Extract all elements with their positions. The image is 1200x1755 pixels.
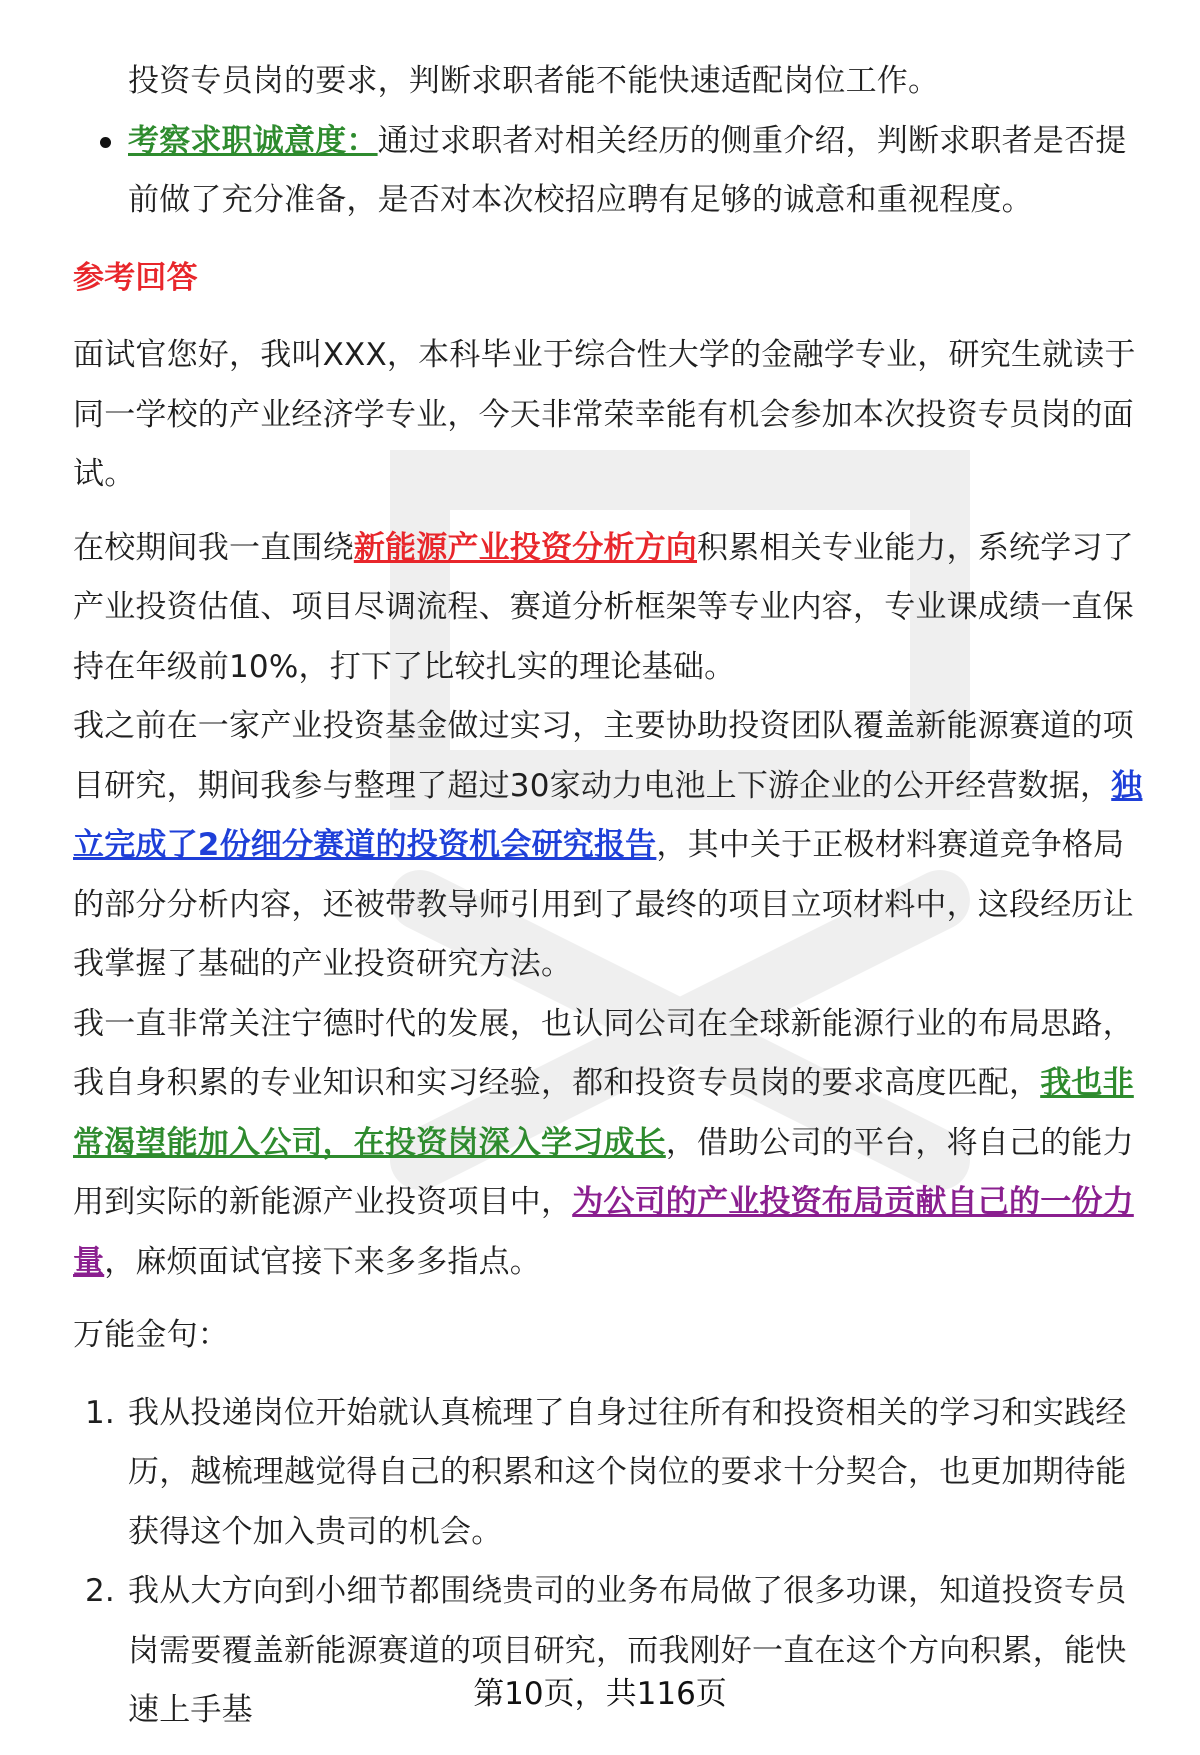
- list-item: [73, 1384, 1147, 1563]
- p2-highlight: 新能源产业投资分析方向: [353, 529, 698, 566]
- bullet-dot-icon: [100, 137, 111, 148]
- section-title: 参考回答: [73, 259, 198, 296]
- golden-sentences-title: 万能金句：: [73, 1317, 229, 1353]
- list-item: [73, 112, 1147, 231]
- page-footer: 第10页，共116页: [473, 1676, 727, 1712]
- list-item-text: 我从大方向到小细节都围绕贵司的业务布局做了很多功课，知道投资专员岗需要覆盖新能源赛道的项目研究，而我刚好一直在这个方向积累，能快速上手基: [128, 1573, 1127, 1728]
- answer-paragraph-1: 面试官您好，我叫XXX，本科毕业于综合性大学的金融学专业，研究生就读于同一学校的产业经济学专业，今天非常荣幸能有机会参加本次投资专员岗的面试。: [73, 337, 1136, 492]
- document-body: [73, 52, 1147, 1741]
- p4-text-after: ，麻烦面试官接下来多多指点。: [104, 1243, 542, 1280]
- p3-text-before: 我之前在一家产业投资基金做过实习，主要协助投资团队覆盖新能源赛道的项目研究，期间我参与整理了超过30家动力电池上下游企业的公开经营数据，: [73, 708, 1134, 804]
- bullet-text: 通过求职者对相关经历的侧重介绍，判断求职者是否提前做了充分准备，是否对本次校招应聘有足够的诚意和重视程度。: [128, 122, 1127, 218]
- list-number: 1.: [85, 1394, 115, 1431]
- answer-paragraph-3: [73, 697, 1147, 995]
- p2-text-after: 积累相关专业能力，系统学习了产业投资估值、项目尽调流程、赛道分析框架等专业内容，专业课成绩一直保持在年级前10%，打下了比较扎实的理论基础。: [73, 529, 1134, 685]
- list-item: [73, 1562, 1147, 1741]
- intro-continuation: 投资专员岗的要求，判断求职者能不能快速适配岗位工作。: [128, 63, 940, 99]
- p4-highlight-2: 为公司的产业投资布局贡献自己的一份力量: [73, 1184, 1134, 1280]
- bullet-label: 考察求职诚意度：: [128, 122, 378, 159]
- list-number: 2.: [85, 1573, 115, 1609]
- p4-text-before: 我一直非常关注宁德时代的发展，也认同公司在全球新能源行业的布局思路，我自身积累的专业知识和实习经验，都和投资专员岗的要求高度匹配，: [73, 1005, 1134, 1101]
- p2-text-before: 在校期间我一直围绕: [73, 529, 354, 566]
- p4-text-middle: ，借助公司的平台，将自己的能力用到实际的新能源产业投资项目中，: [73, 1124, 1134, 1220]
- criteria-list: [73, 112, 1147, 231]
- list-item-text: 我从投递岗位开始就认真梳理了自身过往所有和投资相关的学习和实践经历，越梳理越觉得自己的积累和这个岗位的要求十分契合，也更加期待能获得这个加入贵司的机会。: [128, 1394, 1127, 1550]
- answer-paragraph-2: [73, 519, 1147, 698]
- p3-highlight: 独立完成了2份细分赛道的投资机会研究报告: [73, 767, 1143, 863]
- p4-highlight-1: 我也非常渴望能加入公司，在投资岗深入学习成长: [73, 1065, 1134, 1161]
- answer-paragraph-4: [73, 995, 1147, 1293]
- p3-text-after: ，其中关于正极材料赛道竞争格局的部分分析内容，还被带教导师引用到了最终的项目立项材料中，这段经历让我掌握了基础的产业投资研究方法。: [73, 827, 1134, 982]
